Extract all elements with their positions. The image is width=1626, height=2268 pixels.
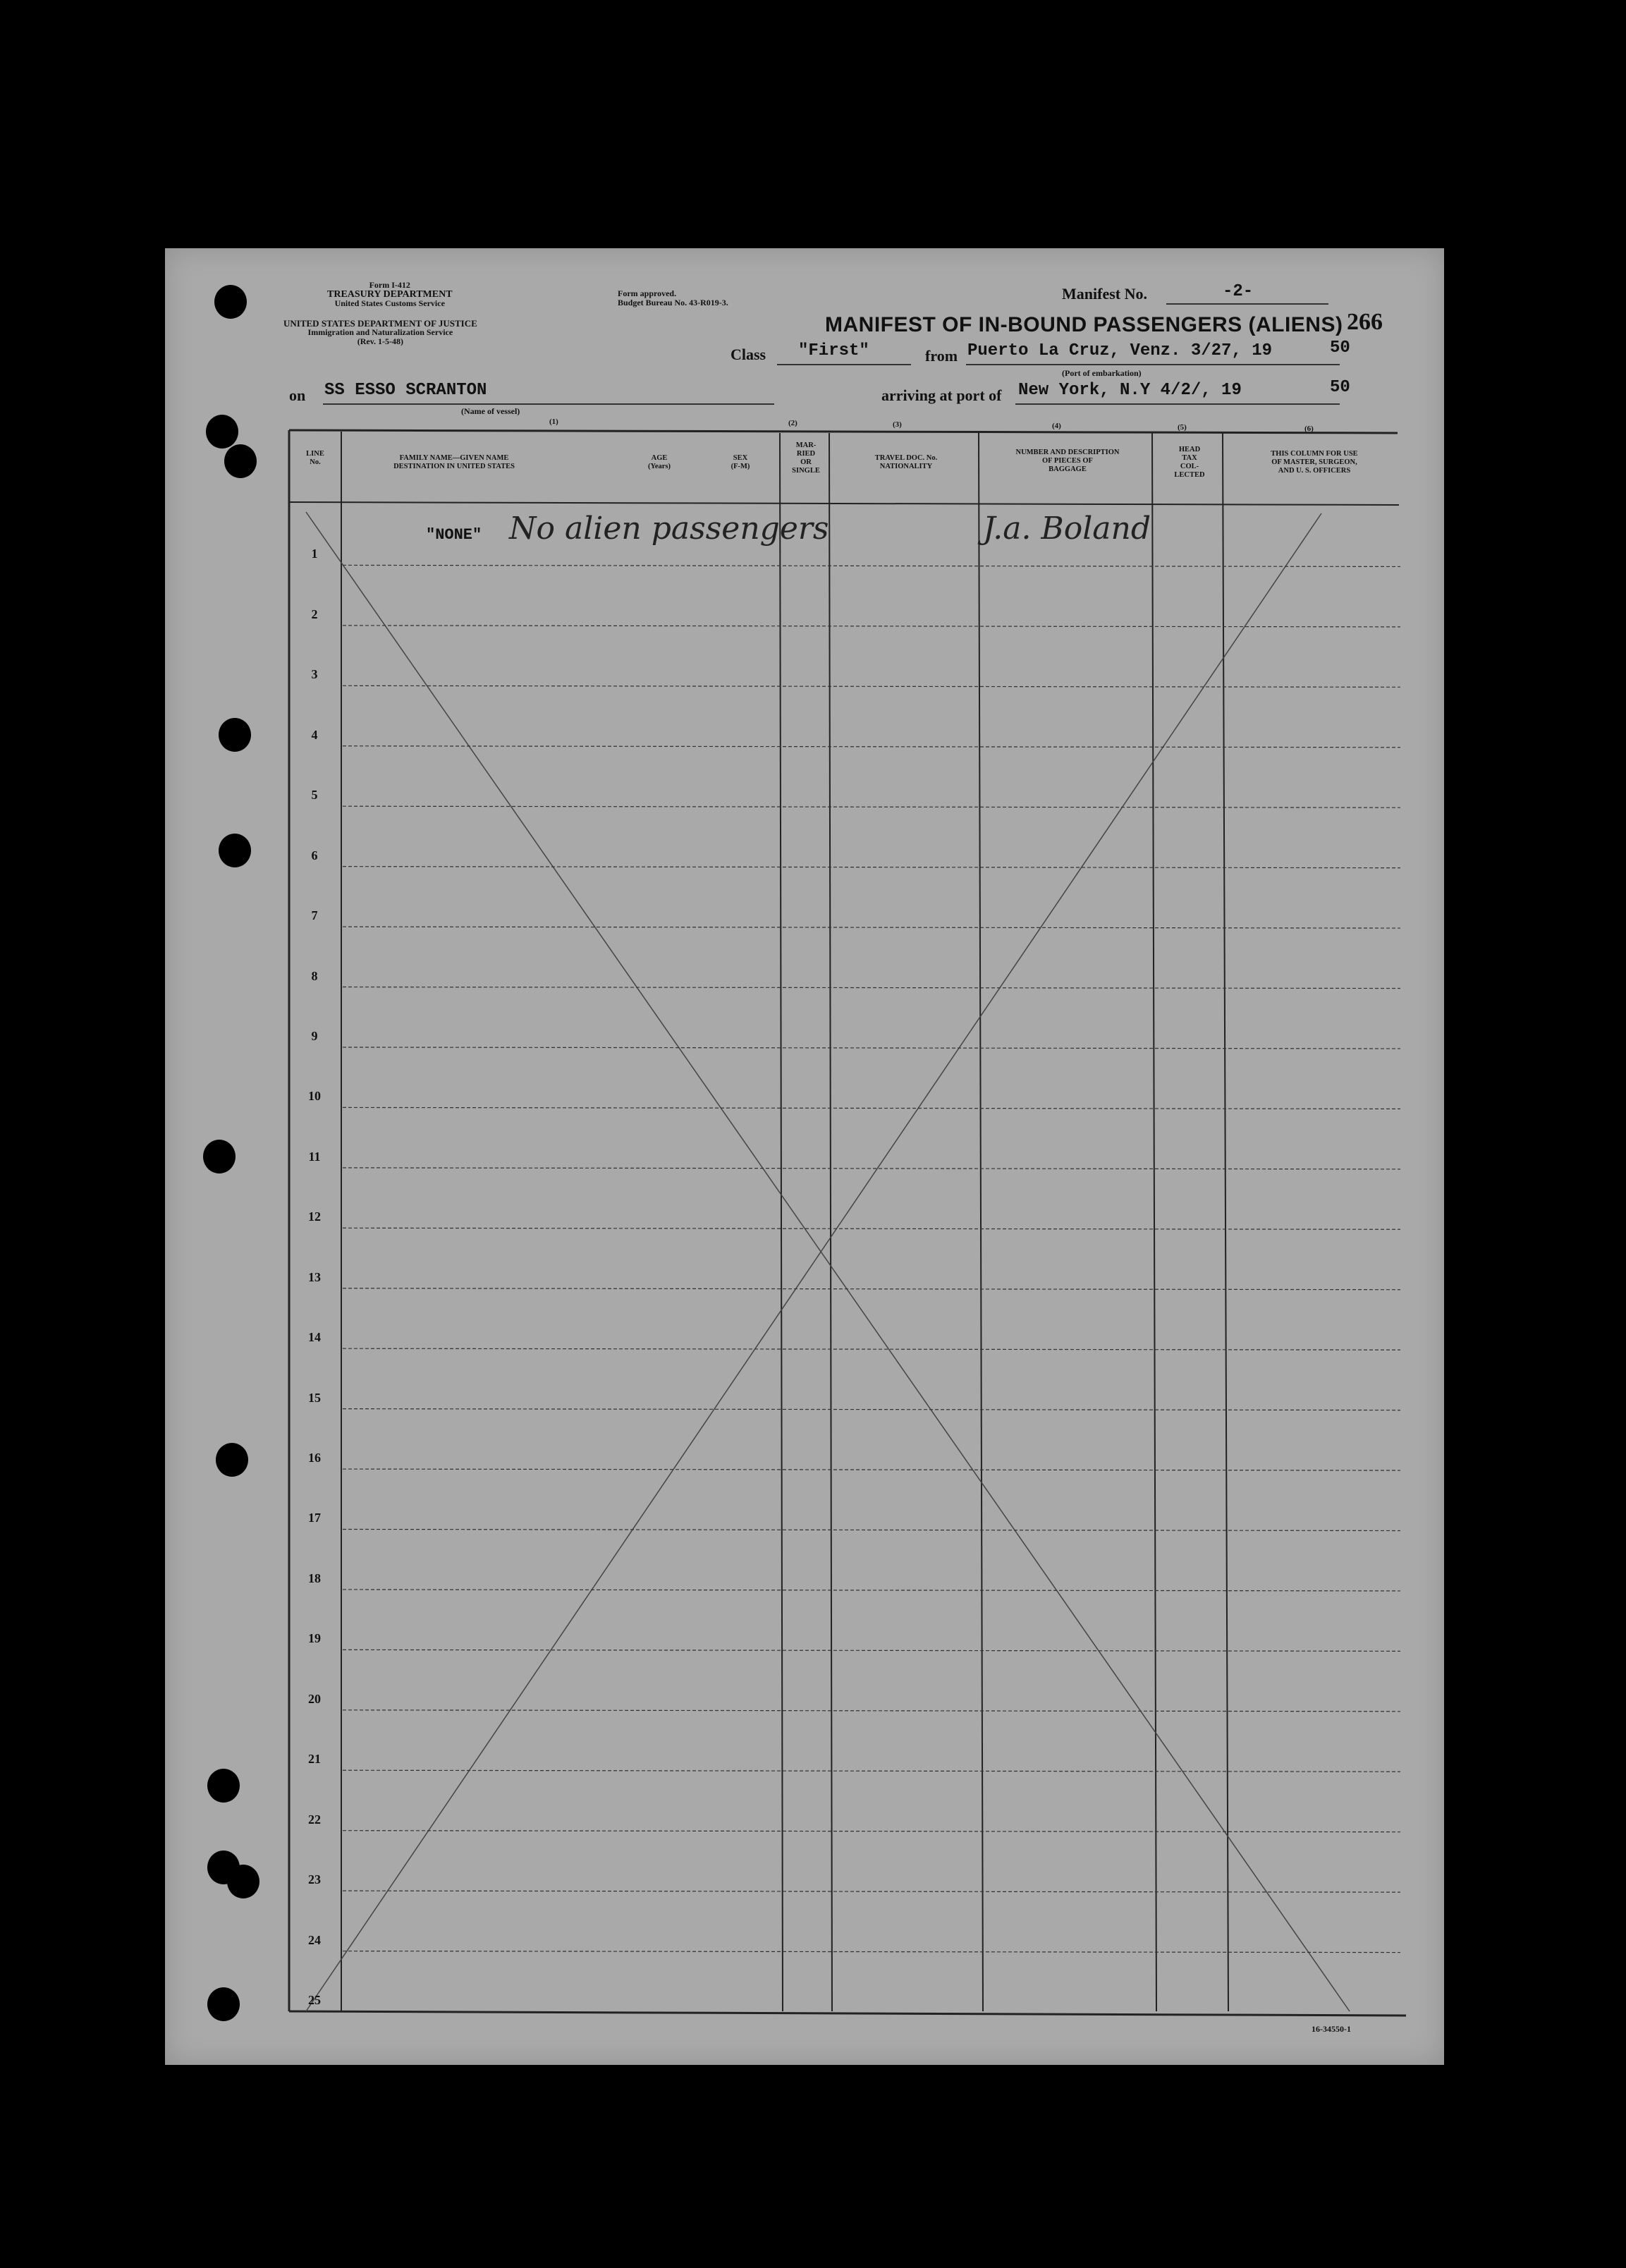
row-number: 11 [308, 1149, 321, 1164]
header-text: HEAD [1178, 446, 1201, 453]
header-line-no [292, 450, 338, 467]
row-number: 13 [308, 1269, 321, 1284]
on-label: on [289, 386, 306, 404]
row-rule [343, 1409, 1400, 1410]
vessel-caption: (Name of vessel) [461, 406, 520, 416]
row-rule [343, 867, 1400, 868]
header-age [635, 454, 684, 471]
row-rule [343, 1710, 1400, 1712]
row-rule [343, 1770, 1400, 1772]
header-travel-doc [833, 454, 979, 471]
class-value: "First" [798, 341, 869, 360]
header-head-tax [1155, 446, 1224, 480]
row-rule [343, 1348, 1400, 1350]
header-text: OR [800, 458, 812, 466]
vessel-name: SS ESSO SCRANTON [324, 381, 487, 400]
from-year: 50 [1330, 339, 1350, 358]
row-rule [343, 1228, 1400, 1229]
row-rule [343, 746, 1400, 748]
doj-name: UNITED STATES DEPARTMENT OF JUSTICE [283, 318, 477, 329]
row-number: 14 [308, 1330, 321, 1345]
header-text: AGE [651, 454, 668, 462]
column-number: (1) [549, 417, 558, 426]
row-number: 23 [308, 1872, 321, 1887]
department-name: TREASURY DEPARTMENT [327, 289, 453, 300]
row-number: 5 [311, 788, 318, 803]
row-rule [343, 1288, 1400, 1290]
header-text: MAR- [795, 441, 817, 449]
page-title: MANIFEST OF IN-BOUND PASSENGERS (ALIENS) [825, 313, 1343, 336]
row-number: 22 [308, 1812, 321, 1827]
row-number: 3 [311, 667, 318, 682]
row-rule [343, 1047, 1400, 1049]
row-rule [343, 1951, 1400, 1953]
ins-name: Immigration and Naturalization Service [307, 327, 453, 337]
row-rule [343, 1831, 1400, 1832]
row-rule [343, 806, 1400, 807]
header-text: LECTED [1174, 471, 1205, 479]
header-text: (F-M) [731, 463, 750, 470]
header-name [348, 454, 560, 471]
row-number: 20 [308, 1691, 321, 1706]
header-text: DESTINATION IN UNITED STATES [393, 463, 515, 470]
header-text: TAX [1182, 454, 1197, 462]
row-number: 8 [311, 968, 318, 983]
row-number: 12 [308, 1209, 321, 1224]
header-text: LINE [306, 450, 324, 458]
row-number: 7 [311, 908, 318, 923]
approval-line: Form approved. [618, 288, 677, 298]
row-rule [343, 927, 1400, 928]
header-married [783, 441, 829, 475]
row-number: 10 [308, 1089, 321, 1104]
column-number: (3) [893, 420, 902, 429]
header-text: (Years) [647, 463, 671, 470]
page-number: 266 [1347, 309, 1383, 335]
header-text: SINGLE [792, 467, 820, 475]
row-rule [343, 685, 1400, 687]
revision-date: (Rev. 1-5-48) [357, 336, 404, 346]
header-text: AND U. S. OFFICERS [1278, 467, 1351, 475]
form-number: Form I-412 [369, 280, 410, 290]
row-number: 18 [308, 1571, 321, 1585]
row-rule [343, 1469, 1400, 1470]
manifest-page [165, 248, 1444, 2065]
column-number: (4) [1052, 422, 1061, 430]
header-text: NUMBER AND DESCRIPTION [1015, 449, 1120, 456]
row-number: 16 [308, 1451, 321, 1465]
manifest-no-label: Manifest No. [1062, 285, 1147, 303]
header-text: THIS COLUMN FOR USE [1271, 450, 1358, 458]
header-text: RIED [796, 450, 816, 458]
row-rule [343, 565, 1400, 566]
column-number: (6) [1304, 425, 1314, 433]
column-number: (2) [788, 419, 797, 427]
header-text: OF MASTER, SURGEON, [1271, 458, 1357, 466]
from-value: Puerto La Cruz, Venz. 3/27, 19 [967, 341, 1273, 360]
row-number: 19 [308, 1631, 321, 1646]
header-text: FAMILY NAME—GIVEN NAME [399, 454, 509, 462]
arrival-year: 50 [1330, 378, 1350, 397]
arriving-label: arriving at port of [881, 386, 1002, 404]
row-rule [343, 1650, 1400, 1651]
header-text: OF PIECES OF [1042, 457, 1093, 465]
none-entry: "NONE" [426, 526, 482, 544]
column-number: (5) [1178, 423, 1187, 432]
row-rule [343, 1590, 1400, 1591]
port-embarkation-caption: (Port of embarkation) [1062, 368, 1142, 378]
row-number: 6 [311, 848, 318, 862]
row-rule [343, 1168, 1400, 1169]
service-name: United States Customs Service [334, 298, 445, 308]
header-sex [719, 454, 762, 471]
row-number: 15 [308, 1390, 321, 1405]
row-number: 24 [308, 1932, 321, 1947]
row-number: 25 [308, 1993, 321, 2007]
row-number: 17 [308, 1511, 321, 1525]
class-label: Class [731, 346, 766, 363]
handwritten-note: No alien passengers [509, 511, 829, 547]
row-rule [343, 1107, 1400, 1109]
row-rule [343, 1891, 1400, 1892]
print-number: 16-34550-1 [1312, 2024, 1351, 2034]
from-label: from [925, 347, 958, 365]
header-text: TRAVEL DOC. No. [874, 454, 938, 462]
header-officers [1230, 450, 1399, 475]
row-number: 1 [311, 547, 318, 561]
header-text: No. [310, 458, 321, 466]
row-rule [343, 626, 1400, 627]
handwritten-signature: J.a. Boland [983, 511, 1151, 547]
row-number: 4 [311, 727, 318, 742]
header-text: BAGGAGE [1049, 465, 1087, 473]
budget-bureau-line: Budget Bureau No. 43-R019-3. [618, 298, 728, 307]
arrival-value: New York, N.Y 4/2/, 19 [1018, 381, 1242, 400]
header-text: NATIONALITY [879, 463, 933, 470]
row-rule [343, 987, 1400, 989]
row-number: 21 [308, 1752, 321, 1767]
manifest-no-value: -2- [1223, 282, 1254, 301]
header-baggage [983, 449, 1152, 474]
row-number: 2 [311, 606, 318, 621]
header-text: SEX [733, 454, 748, 462]
row-rule [343, 1529, 1400, 1530]
row-number: 9 [311, 1028, 318, 1043]
header-text: COL- [1180, 463, 1199, 470]
